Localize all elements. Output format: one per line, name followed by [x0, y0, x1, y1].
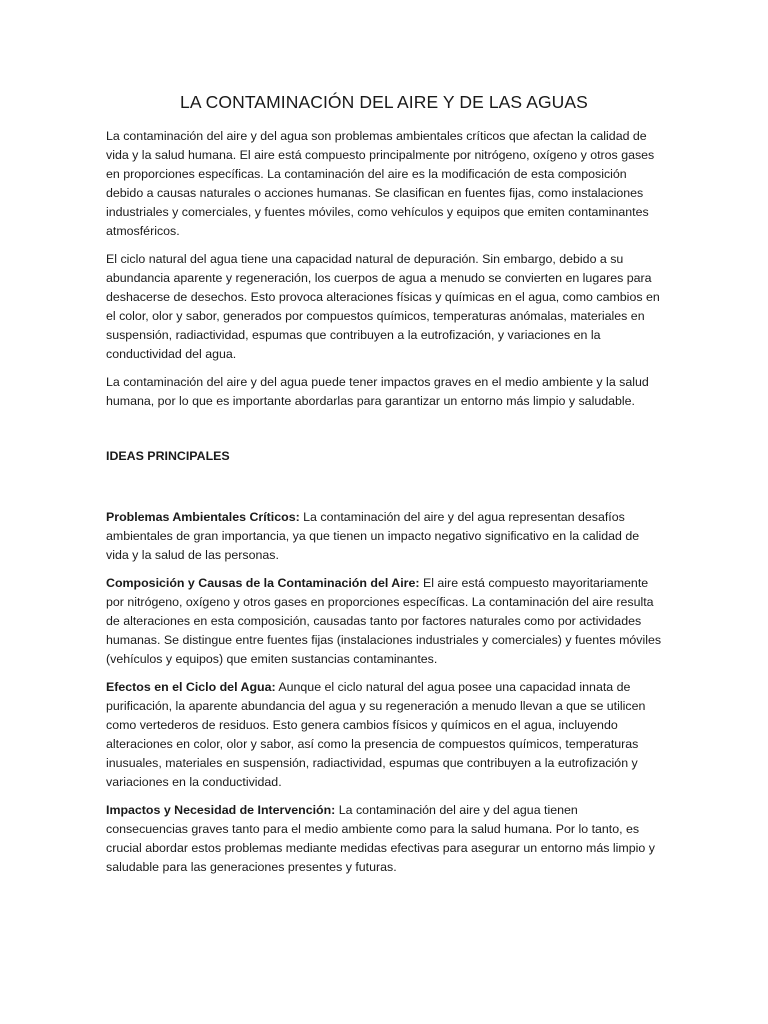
- idea-title: Problemas Ambientales Críticos:: [106, 510, 300, 524]
- idea-text: Aunque el ciclo natural del agua posee una capacidad innata de purificación, la aparente abundancia del agua y su regeneración a menudo llevan a que se utilicen como vertederos de residuos. Esto genera cambios físicos y químicos en el agua, incluyendo alteraciones en color, olor y sabor, así como la presencia de compuestos químicos, temperaturas inusuales, materiales en suspensión, radiactividad, espumas que contribuyen a la eutrofización y variaciones en la conductividad.: [106, 680, 646, 789]
- document-title: LA CONTAMINACIÓN DEL AIRE Y DE LAS AGUAS: [180, 92, 588, 112]
- idea-title: Composición y Causas de la Contaminación del Aire:: [106, 576, 420, 590]
- idea-text: La contaminación del aire y del agua tienen consecuencias graves tanto para el medio ambiente como para la salud humana. Por lo tanto, es crucial abordar estos problemas mediante medidas efectivas para asegurar un entorno más limpio y saludable para las generaciones presentes y futuras.: [106, 803, 655, 874]
- idea-item-efectos: [106, 678, 662, 792]
- idea-item-problemas: [106, 508, 662, 565]
- intro-paragraph-1: La contaminación del aire y del agua son problemas ambientales críticos que afectan la calidad de vida y la salud humana. El aire está compuesto principalmente por nitrógeno, oxígeno y otros gases en proporciones específicas. La contaminación del aire es la modificación de esta composición debido a causas naturales o acciones humanas. Se clasifican en fuentes fijas, como instalaciones industriales y comerciales, y fuentes móviles, como vehículos y equipos que emiten contaminantes atmosféricos.: [106, 129, 655, 238]
- intro-paragraph-2: El ciclo natural del agua tiene una capacidad natural de depuración. Sin embargo, debido a su abundancia aparente y regeneración, los cuerpos de agua a menudo se convierten en lugares para deshacerse de desechos. Esto provoca alteraciones físicas y químicas en el agua, como cambios en el color, olor y sabor, generados por compuestos químicos, temperaturas anómalas, materiales en suspensión, radiactividad, espumas que contribuyen a la eutrofización, y variaciones en la conductividad del agua.: [106, 252, 660, 361]
- idea-text: La contaminación del aire y del agua representan desafíos ambientales de gran importancia, ya que tienen un impacto negativo significativo en la calidad de vida y la salud de las personas.: [106, 510, 640, 562]
- idea-title: Impactos y Necesidad de Intervención:: [106, 803, 336, 817]
- idea-item-impactos: [106, 801, 662, 877]
- section-heading: IDEAS PRINCIPALES: [106, 449, 230, 463]
- intro-paragraph-3: La contaminación del aire y del agua puede tener impactos graves en el medio ambiente y la salud humana, por lo que es importante abordarlas para garantizar un entorno más limpio y saludable.: [106, 375, 649, 408]
- ideas-list: [106, 508, 662, 877]
- idea-text: El aire está compuesto mayoritariamente por nitrógeno, oxígeno y otros gases en proporciones específicas. La contaminación del aire resulta de alteraciones en esta composición, causadas tanto por factores naturales como por actividades humanas. Se distingue entre fuentes fijas (instalaciones industriales y comerciales) y fuentes móviles (vehículos y equipos) que emiten sustancias contaminantes.: [106, 576, 662, 666]
- idea-title: Efectos en el Ciclo del Agua:: [106, 680, 276, 694]
- idea-item-composicion: [106, 574, 662, 669]
